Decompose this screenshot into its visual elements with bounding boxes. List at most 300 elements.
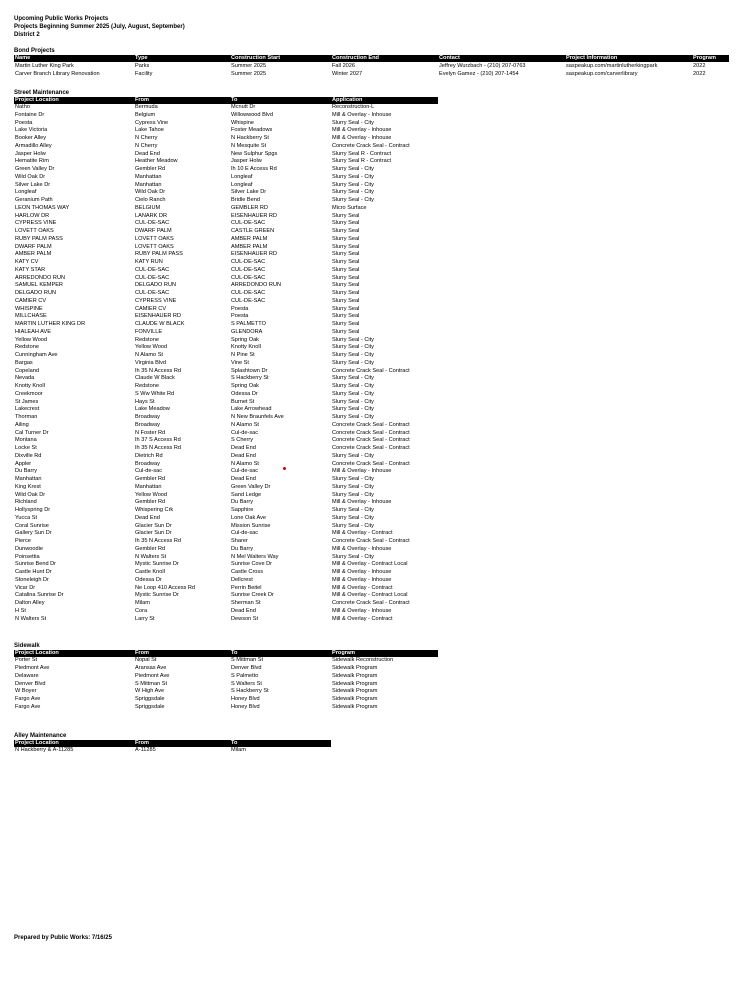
table-row [14,561,438,569]
alley-section-title: Alley Maintenance [14,732,67,739]
bond-column-header: Name [14,55,134,62]
table-cell: Concrete Crack Seal - Contract [332,437,410,444]
table-row [14,290,438,298]
table-cell: Splashtown Dr [231,367,268,374]
table-cell: Slurry Seal - City [332,336,374,343]
table-cell: Mill & Overlay - Inhouse [332,468,392,475]
table-cell: Broadway [135,460,160,467]
table-cell: Wild Oak Dr [15,173,46,180]
sidewalk-column-header: Project Location [14,650,134,657]
table-cell: DELGADO RUN [15,290,57,296]
prepared-by-footer: Prepared by Public Works: 7/16/25 [14,935,112,941]
table-cell: N New Braunfels Ave [231,414,284,420]
table-cell: Cunningham Ave [15,352,58,358]
bond-column-header: Construction End [331,55,438,62]
table-cell: Hematite Rim [15,158,49,165]
table-cell: Geranium Path [15,197,53,203]
bond-column-header: Contact [438,55,565,62]
table-cell: Castle Hunt Dr [15,569,52,575]
table-cell: Slurry Seal - City [332,414,374,420]
table-cell: S Hackberry St [231,375,269,382]
table-cell: LEON THOMAS WAY [15,204,70,211]
table-cell: Poesta [15,119,33,126]
street-column-header: To [230,97,331,104]
table-cell: Concrete Crack Seal - Contract [332,538,410,544]
table-cell: Slurry Seal - City [332,166,374,172]
table-cell: EISENHAUER RD [135,313,182,320]
table-cell: Glacier Sun Dr [135,530,172,537]
table-cell: Parks [135,63,150,69]
sidewalk-section-title: Sidewalk [14,643,40,650]
table-cell: Richland [15,499,37,506]
table-row [14,554,438,562]
table-row [14,321,438,329]
table-row [14,600,438,608]
table-cell: Slurry Seal - City [332,406,374,413]
table-cell: Bridle Bend [231,197,260,203]
table-cell: Gembler Rd [135,166,166,172]
table-cell: Gallery Sun Dr [15,530,52,537]
table-cell: Manhattan [135,173,162,180]
table-cell: Manhattan [15,476,42,482]
table-cell: Slurry Seal - City [332,173,374,180]
table-cell: Fargo Ave [15,696,41,702]
table-row [14,422,438,430]
table-cell: GEMBLER RD [231,204,268,211]
table-row [14,696,438,704]
table-cell: Sharer [231,538,248,544]
table-cell: RUBY PALM PASS [15,235,63,242]
table-cell: Larry St [135,615,155,622]
table-cell: Slurry Seal [332,243,360,250]
table-row [14,673,438,681]
table-cell: Longleaf [231,173,253,180]
street-column-header: From [134,97,230,104]
table-cell: Slurry Seal - City [332,383,374,389]
table-cell: Bargas [15,359,33,366]
table-cell: N Mesquite St [231,142,267,149]
table-row [14,391,438,399]
table-cell: AMBER PALM [231,243,268,250]
table-cell: Jasper Holw [15,150,46,157]
table-row [14,158,438,166]
table-row [14,538,438,546]
table-cell: Mcnutt Dr [231,104,256,110]
table-row [14,569,438,577]
table-cell: KATY CV [15,259,39,265]
table-cell: Nopal St [135,657,157,664]
table-cell: Lake Tahoe [135,127,164,134]
document-subtitle: Projects Beginning Summer 2025 (July, August, September) [14,24,185,30]
table-cell: Slurry Seal [332,259,360,265]
table-cell: Lake Meadow [135,406,170,413]
table-cell: Broadway [135,421,160,428]
table-cell: Mill & Overlay - Inhouse [332,499,392,506]
table-row [14,515,438,523]
table-cell: Slurry Seal - City [332,483,374,490]
table-cell: Dewson St [231,615,259,622]
table-cell: Mill & Overlay - Inhouse [332,569,392,575]
table-cell: Slurry Seal R - Contract [332,158,392,165]
table-cell: Porter St [15,657,38,664]
table-cell: GLENDORA [231,328,263,335]
table-row [14,251,438,259]
table-row [14,399,438,407]
table-cell: Vicar Dr [15,584,36,591]
table-cell: Sapphire [231,507,254,513]
table-cell: Cul-de-sac [231,530,259,537]
table-cell: N Walters St [135,553,167,560]
table-cell: Slurry Seal [332,328,360,335]
table-cell: AMBER PALM [15,251,52,258]
table-cell: Silver Lake Dr [15,181,51,188]
table-row [14,112,438,120]
table-row [14,430,438,438]
table-cell: Foster Meadows [231,127,273,134]
table-row [14,120,438,128]
table-cell: Slurry Seal - City [332,390,374,397]
table-cell: Winter 2027 [332,71,363,77]
table-cell: CUL-DE-SAC [231,274,266,281]
table-cell: Ih 35 N Access Rd [135,538,182,544]
table-cell: Aransas Ave [135,665,167,671]
table-cell: Mill & Overlay - Inhouse [332,545,392,552]
table-row [14,267,438,275]
table-row [14,166,438,174]
table-cell: Burnet St [231,398,255,405]
table-cell: S Mittman St [231,657,264,664]
table-cell: CYPRESS VINE [135,297,177,304]
table-cell: Sand Ledge [231,491,262,498]
table-cell: Piedmont Ave [15,665,50,671]
table-row [14,530,438,538]
table-cell: Ih 37 S Access Rd [135,437,181,444]
table-cell: Slurry Seal - City [332,514,374,521]
table-cell: Green Valley Dr [15,166,55,172]
table-cell: Mill & Overlay - Contract Local [332,561,408,568]
table-cell: Slurry Seal - City [332,119,374,126]
table-cell: Yellow Wood [15,336,48,343]
table-cell: FONVILLE [135,328,163,335]
table-cell: Slurry Seal [332,220,360,227]
table-cell: WHISPINE [15,305,43,312]
table-cell: Slurry Seal - City [332,507,374,513]
table-cell: Mission Sunrise [231,522,271,529]
table-row [14,151,438,159]
table-cell: Cal Turner Dr [15,429,49,436]
table-cell: CASTLE GREEN [231,228,275,234]
table-cell: Castle Knoll [135,569,165,575]
table-cell: S Palmetto [231,672,259,679]
table-cell: Reconstruction-L [332,104,375,110]
table-cell: Dellcrest [231,576,253,583]
table-cell: Broadway [135,414,160,420]
table-cell: Sherman St [231,600,261,606]
table-cell: Summer 2025 [231,71,267,77]
table-row [14,592,438,600]
table-cell: Slurry Seal [332,297,360,304]
table-cell: Bermuda [135,104,158,110]
bond-column-header: Type [134,55,230,62]
table-cell: EISENHAUER RD [231,212,278,219]
table-cell: Heather Meadow [135,158,178,165]
table-row [14,62,729,70]
table-cell: Dead End [135,150,160,157]
table-row [14,298,438,306]
table-row [14,523,438,531]
sidewalk-table [14,650,438,711]
table-cell: Yellow Wood [135,491,168,498]
table-cell: Booker Alley [15,135,47,141]
table-row [14,205,438,213]
table-row [14,461,438,469]
table-cell: Slurry Seal - City [332,398,374,405]
table-cell: W Boyer [15,688,37,695]
table-cell: Ih 10 E Access Rd [231,166,277,172]
table-cell: Slurry Seal [332,212,360,219]
district-label: District 2 [14,32,40,38]
table-cell: Knotty Knoll [231,344,261,351]
table-cell: Fontaine Dr [15,111,45,118]
table-cell: Slurry Seal - City [332,344,374,351]
table-row [14,352,438,360]
table-row [14,329,438,337]
table-cell: Slurry Seal [332,321,360,327]
table-cell: N Foster Rd [135,429,166,436]
table-cell: Denver Blvd [15,680,46,687]
table-cell: Sidewalk Program [332,665,378,671]
table-cell: King Krest [15,483,41,490]
table-cell: Gembler Rd [135,476,166,482]
table-cell: Thorman [15,414,38,420]
table-cell: Slurry Seal [332,313,360,320]
table-cell: Whispering Crk [135,507,174,513]
table-cell: Slurry Seal - City [332,476,374,482]
table-cell: Creekmoor [15,390,43,397]
table-row [14,182,438,190]
red-marker-dot [283,467,286,470]
table-cell: Ih 35 N Access Rd [135,445,182,451]
table-cell: Natho [15,104,30,110]
table-cell: Slurry Seal - City [332,197,374,203]
table-row [14,259,438,267]
sidewalk-column-header: To [230,650,331,657]
table-cell: DELGADO RUN [135,282,177,289]
table-row [14,220,438,228]
table-cell: Denver Blvd [231,665,262,671]
table-cell: Nevada [15,375,35,382]
table-row [14,344,438,352]
table-cell: Mill & Overlay - Inhouse [332,607,392,614]
table-cell: Dalton Alley [15,600,45,606]
table-cell: Perrin Beitel [231,584,262,591]
table-cell: CUL-DE-SAC [231,259,266,265]
bond-column-header: Construction Start [230,55,331,62]
table-cell: Dead End [231,452,256,459]
table-cell: CUL-DE-SAC [231,290,266,296]
table-cell: Mill & Overlay - Contract [332,584,393,591]
table-row [14,704,438,712]
table-cell: CUL-DE-SAC [135,290,170,296]
table-cell: saspeakup.com/martinlutherkingpark [566,63,658,69]
street-section-title: Street Maintenance [14,90,70,96]
table-cell: S PALMETTO [231,321,266,327]
table-cell: Slurry Seal - City [332,553,374,560]
table-cell: ARREDONDO RUN [15,274,66,281]
table-cell: Slurry Seal [332,251,360,258]
table-cell: DWARF PALM [15,243,52,250]
table-cell: Lake Arrowhead [231,406,272,413]
table-cell: S Ww White Rd [135,390,175,397]
table-cell: N Hackberry & A-11285 [15,746,74,753]
table-cell: Cora [135,607,148,614]
table-cell: HIALEAH AVE [15,328,51,335]
table-cell: Slurry Seal - City [332,352,374,358]
table-cell: St James [15,398,39,405]
street-column-header: Project Location [14,97,134,104]
table-cell: Slurry Seal - City [332,491,374,498]
table-cell: CYPRESS VINE [15,220,57,227]
table-cell: MARTIN LUTHER KING DR [15,321,86,327]
table-cell: Wild Oak Dr [15,491,46,498]
table-cell: CAMIER CV [15,297,47,304]
table-row [14,228,438,236]
table-cell: Slurry Seal - City [332,189,374,196]
table-cell: Slurry Seal [332,235,360,242]
table-cell: Lakecrest [15,406,40,413]
table-row [14,747,331,755]
table-cell: Odessa Dr [135,576,162,583]
table-row [14,127,438,135]
table-cell: Lone Oak Ave [231,514,267,521]
table-cell: Castle Cross [231,569,264,575]
table-cell: Lake Victoria [15,127,48,134]
table-cell: Poesta [231,305,249,312]
table-cell: Mill & Overlay - Inhouse [332,127,392,134]
table-cell: Sunrise Cove Dr [231,561,273,568]
table-cell: Evelyn Gamez - (210) 207-1454 [439,71,519,77]
table-cell: Sidewalk Program [332,672,378,679]
table-cell: LOVETT OAKS [135,243,174,250]
table-cell: Slurry Seal [332,274,360,281]
table-cell: N Cherry [135,135,158,141]
table-cell: Copeland [15,367,39,374]
table-cell: Dietrich Rd [135,452,163,459]
table-cell: Honey Blvd [231,703,260,710]
table-cell: Sidewalk Program [332,680,378,687]
table-cell: Slurry Seal [332,282,360,289]
table-cell: Gembler Rd [135,545,166,552]
table-cell: BELGIUM [135,204,161,211]
table-cell: Spring Oak [231,336,259,343]
table-cell: Slurry Seal - City [332,522,374,529]
table-cell: Facility [135,71,153,77]
table-cell: Armadillo Alley [15,142,52,149]
table-cell: ARREDONDO RUN [231,282,282,289]
table-cell: S Mittman St [135,680,168,687]
table-cell: N Cherry [135,142,158,149]
table-cell: Fargo Ave [15,703,41,710]
table-row [14,306,438,314]
table-cell: Dead End [231,445,256,451]
table-cell: Spriggsdale [135,696,165,702]
table-cell: Du Barry [15,468,38,475]
table-cell: Milam [231,746,246,753]
table-cell: N Alamo St [231,460,259,467]
table-cell: Jasper Holw [231,158,262,165]
table-row [14,174,438,182]
table-row [14,476,438,484]
table-row [14,616,438,624]
street-column-header: Application [331,97,438,104]
table-row [14,585,438,593]
table-cell: Slurry Seal [332,290,360,296]
table-cell: N Pine St [231,352,255,358]
document-page [14,15,734,754]
table-cell: Dunwoodie [15,545,43,552]
table-cell: SAMUEL KEMPER [15,282,63,289]
table-cell: Mystic Sunrise Dr [135,592,179,599]
table-cell: Whispine [231,119,255,126]
table-row [14,337,438,345]
table-row [14,546,438,554]
sidewalk-column-header: From [134,650,230,657]
sidewalk-column-header: Program [331,650,438,657]
table-cell: Dead End [231,607,256,614]
table-cell: Mill & Overlay - Inhouse [332,576,392,583]
alley-column-header: To [230,740,331,747]
table-cell: Slurry Seal - City [332,359,374,366]
table-row [14,236,438,244]
table-cell: Redstone [135,336,159,343]
table-cell: S Cherry [231,437,254,444]
table-cell: KATY STAR [15,266,46,273]
table-cell: Stoneleigh Dr [15,576,49,583]
table-cell: Micro Surface [332,204,367,211]
table-cell: Redstone [15,344,39,351]
table-cell: CUL-DE-SAC [135,274,170,281]
table-cell: Ne Loop 410 Access Rd [135,584,196,591]
table-cell: Cul-de-sac [135,468,163,475]
table-cell: Slurry Seal - City [332,375,374,382]
table-cell: saspeakup.com/carverlibrary [566,71,638,77]
table-cell: Belgium [135,111,156,118]
table-cell: Redstone [135,383,159,389]
table-row [14,608,438,616]
table-row [14,135,438,143]
table-cell: N Mel Walters Way [231,553,279,560]
table-cell: Hays St [135,398,155,405]
table-cell: LOVETT OAKS [15,228,54,234]
table-cell: Longleaf [15,189,37,196]
table-cell: EISENHAUER RD [231,251,278,258]
alley-maintenance-table [14,740,331,755]
table-row [14,681,438,689]
table-row [14,406,438,414]
table-row [14,665,438,673]
table-cell: Fall 2026 [332,63,356,69]
table-cell: Sunrise Creek Dr [231,592,274,599]
table-cell: CUL-DE-SAC [231,297,266,304]
table-cell: Catalina Sunrise Dr [15,592,64,599]
table-row [14,492,438,500]
table-row [14,275,438,283]
table-row [14,244,438,252]
table-cell: Virginia Blvd [135,359,166,366]
table-cell: DWARF PALM [135,228,172,234]
table-cell: Claude W Black [135,375,175,382]
table-cell: Willowwood Blvd [231,111,273,118]
